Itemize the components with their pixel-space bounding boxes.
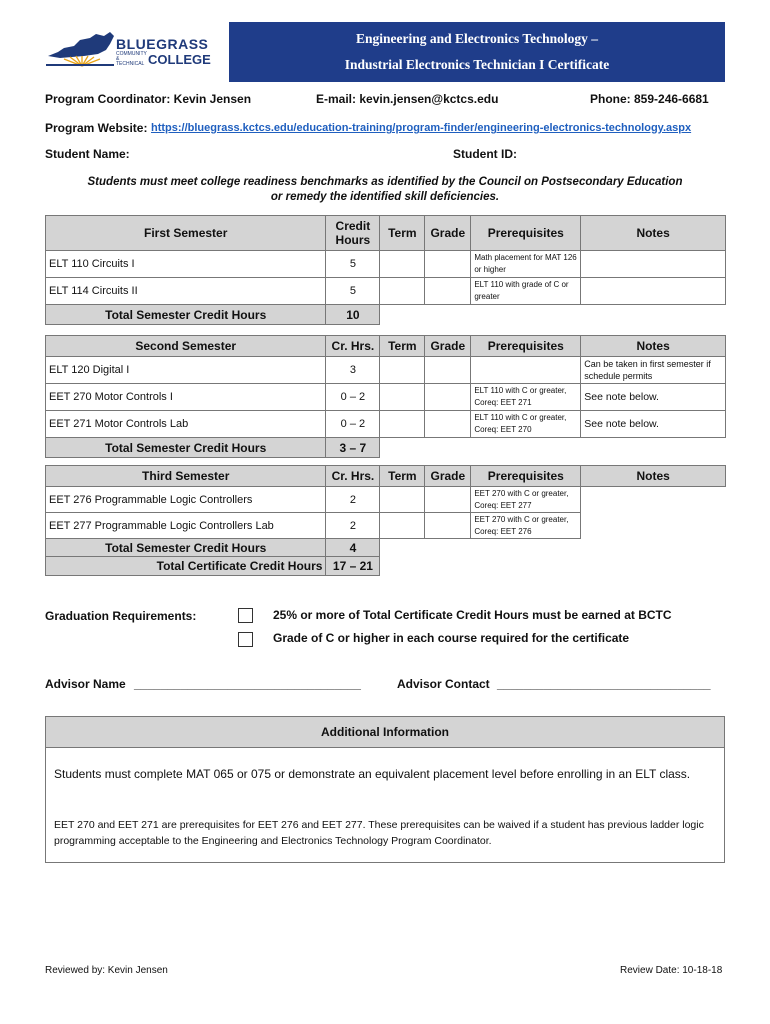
- coordinator-phone: Phone: 859-246-6681: [590, 92, 709, 106]
- term-cell[interactable]: [380, 278, 425, 305]
- table-row: [46, 411, 726, 438]
- readiness-notice-line2: or remedy the identified skill deficiencies.: [270, 191, 500, 203]
- program-website-link[interactable]: https://bluegrass.kctcs.edu/education-training/program-finder/engineering-electronics-technology.aspx: [151, 122, 692, 134]
- table-row: [46, 487, 726, 513]
- term-cell[interactable]: [380, 251, 425, 278]
- grade-header: Grade: [425, 336, 471, 357]
- semester-total-label: Total Semester Credit Hours: [46, 438, 326, 458]
- readiness-notice-line1: Students must meet college readiness benchmarks as identified by the Council on Postsecondary Education: [87, 176, 683, 188]
- student-id-label: Student ID:: [453, 147, 517, 161]
- student-name-label: Student Name:: [45, 147, 130, 161]
- grade-cell[interactable]: [425, 513, 471, 539]
- advisor-contact-label: Advisor Contact: [397, 677, 490, 691]
- requirement-1-checkbox[interactable]: [238, 608, 253, 623]
- term-cell[interactable]: [380, 357, 425, 384]
- semester-total-label: Total Semester Credit Hours: [46, 305, 326, 325]
- table-row: [46, 384, 726, 411]
- credit-hours-header-line1: Credit: [335, 219, 371, 233]
- course-prerequisites: ELT 110 with grade of C or greater: [471, 278, 581, 305]
- course-credits: 5: [326, 251, 380, 278]
- credit-hours-header: Cr. Hrs.: [326, 466, 380, 487]
- term-header: Term: [380, 466, 425, 487]
- semester-total-value: 10: [326, 305, 380, 325]
- logo-word-bluegrass: BLUEGRASS: [116, 36, 209, 52]
- logo-word-community: COMMUNITY & TECHNICAL: [116, 51, 147, 67]
- grade-cell[interactable]: [425, 411, 471, 438]
- course-prerequisites: [471, 357, 581, 384]
- prerequisites-header: Prerequisites: [471, 466, 581, 487]
- additional-information-box: [45, 716, 725, 863]
- certificate-total-label: Total Certificate Credit Hours: [46, 557, 326, 576]
- course-notes: [581, 487, 726, 513]
- credit-hours-header-line2: Hours: [335, 233, 371, 247]
- semester-total-value: 4: [326, 539, 380, 557]
- term-cell[interactable]: [380, 384, 425, 411]
- requirement-1-text: 25% or more of Total Certificate Credit Hours must be earned at BCTC: [273, 608, 672, 622]
- review-date: Review Date: 10-18-18: [620, 965, 723, 976]
- term-header: Term: [380, 216, 425, 251]
- semester-total-label: Total Semester Credit Hours: [46, 539, 326, 557]
- course-credits: 0 – 2: [326, 411, 380, 438]
- notes-header: Notes: [581, 466, 726, 487]
- table-row: [46, 357, 726, 384]
- first-semester-header: First Semester: [46, 216, 326, 251]
- table-row: [46, 513, 726, 539]
- course-name: EET 276 Programmable Logic Controllers: [46, 487, 326, 513]
- course-name: ELT 120 Digital I: [46, 357, 326, 384]
- credit-hours-header: Cr. Hrs.: [326, 336, 380, 357]
- table-row: [46, 278, 726, 305]
- course-prerequisites: ELT 110 with C or greater, Coreq: EET 270: [471, 411, 581, 438]
- program-title-line2: Industrial Electronics Technician I Certificate: [344, 57, 610, 72]
- readiness-notice: [45, 175, 725, 205]
- credit-hours-header: [326, 216, 380, 251]
- grade-header: Grade: [425, 466, 471, 487]
- logo-word-college: COLLEGE: [148, 52, 211, 67]
- term-cell[interactable]: [380, 513, 425, 539]
- additional-information-paragraph-2: EET 270 and EET 271 are prerequisites for EET 276 and EET 277. These prerequisites can be waived if a student has previous ladder logic programming acceptable to the Engineering and Electronics Technology Program Coordinator.: [54, 819, 704, 847]
- grade-cell[interactable]: [425, 384, 471, 411]
- advisor-name-label: Advisor Name: [45, 677, 126, 691]
- course-credits: 2: [326, 487, 380, 513]
- requirement-2-checkbox[interactable]: [238, 632, 253, 647]
- term-cell[interactable]: [380, 487, 425, 513]
- course-prerequisites: Math placement for MAT 126 or higher: [471, 251, 581, 278]
- course-notes: See note below.: [581, 384, 726, 411]
- program-website-label: Program Website:: [45, 121, 148, 135]
- course-notes: Can be taken in first semester if schedule permits: [581, 357, 726, 384]
- course-notes: [581, 251, 726, 278]
- course-name: EET 277 Programmable Logic Controllers Lab: [46, 513, 326, 539]
- advisor-contact-field[interactable]: ________________________________: [497, 677, 711, 691]
- course-name: EET 271 Motor Controls Lab: [46, 411, 326, 438]
- certificate-total-value: 17 – 21: [326, 557, 380, 576]
- coordinator-email: E-mail: kevin.jensen@kctcs.edu: [316, 92, 499, 106]
- notes-header: Notes: [581, 216, 726, 251]
- notes-header: Notes: [581, 336, 726, 357]
- program-title-banner: [229, 22, 725, 82]
- third-semester-table: [45, 465, 726, 576]
- course-prerequisites: EET 270 with C or greater, Coreq: EET 277: [471, 487, 581, 513]
- additional-information-paragraph-1: Students must complete MAT 065 or 075 or demonstrate an equivalent placement level before enrolling in an ELT class.: [54, 767, 691, 781]
- course-name: EET 270 Motor Controls I: [46, 384, 326, 411]
- program-title-line1: Engineering and Electronics Technology –: [355, 31, 599, 46]
- grade-cell[interactable]: [425, 357, 471, 384]
- requirement-2-text: Grade of C or higher in each course required for the certificate: [273, 631, 630, 645]
- course-credits: 3: [326, 357, 380, 384]
- course-name: ELT 110 Circuits I: [46, 251, 326, 278]
- course-notes: [581, 278, 726, 305]
- reviewed-by: Reviewed by: Kevin Jensen: [45, 965, 168, 976]
- third-semester-header: Third Semester: [46, 466, 326, 487]
- first-semester-table: [45, 215, 726, 325]
- grade-cell[interactable]: [425, 251, 471, 278]
- table-row: [46, 251, 726, 278]
- course-prerequisites: ELT 110 with C or greater, Coreq: EET 271: [471, 384, 581, 411]
- grade-cell[interactable]: [425, 278, 471, 305]
- kentucky-sun-icon: [44, 30, 116, 70]
- grade-header: Grade: [425, 216, 471, 251]
- grade-cell[interactable]: [425, 487, 471, 513]
- program-coordinator: Program Coordinator: Kevin Jensen: [45, 92, 252, 106]
- second-semester-header: Second Semester: [46, 336, 326, 357]
- course-credits: 2: [326, 513, 380, 539]
- college-logo: [44, 30, 214, 72]
- course-prerequisites: EET 270 with C or greater, Coreq: EET 276: [471, 513, 581, 539]
- prerequisites-header: Prerequisites: [471, 336, 581, 357]
- prerequisites-header: Prerequisites: [471, 216, 581, 251]
- term-header: Term: [380, 336, 425, 357]
- semester-total-value: 3 – 7: [326, 438, 380, 458]
- term-cell[interactable]: [380, 411, 425, 438]
- advisor-name-field[interactable]: __________________________________: [134, 677, 361, 691]
- graduation-requirements-label: Graduation Requirements:: [45, 609, 197, 623]
- course-notes: [581, 513, 726, 539]
- course-notes: See note below.: [581, 411, 726, 438]
- second-semester-table: [45, 335, 726, 458]
- additional-information-heading: Additional Information: [46, 717, 724, 748]
- course-name: ELT 114 Circuits II: [46, 278, 326, 305]
- course-credits: 5: [326, 278, 380, 305]
- course-credits: 0 – 2: [326, 384, 380, 411]
